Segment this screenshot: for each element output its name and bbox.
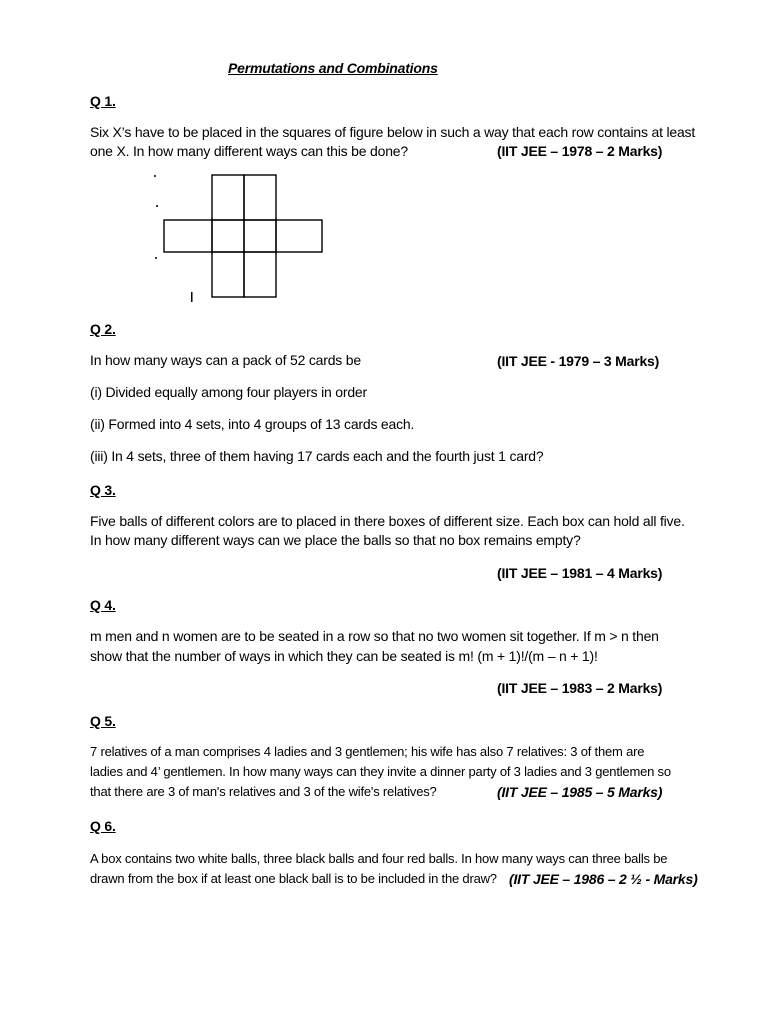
grid-square bbox=[212, 220, 244, 252]
q6-exam-reference: (IIT JEE – 1986 – 2 ½ - Marks) bbox=[509, 871, 698, 887]
q1-label: Q 1. bbox=[90, 93, 116, 109]
q5-text-line-2: ladies and 4’ gentlemen. In how many ways can they invite a dinner party of 3 ladies and 3 gentlemen so bbox=[90, 764, 671, 779]
grid-square bbox=[212, 175, 244, 220]
grid-square bbox=[244, 175, 276, 220]
grid-square bbox=[244, 220, 276, 252]
q1-exam-reference: (IIT JEE – 1978 – 2 Marks) bbox=[497, 143, 663, 159]
q1-text-line-1: Six X’s have to be placed in the squares of figure below in such a way that each row contains at least bbox=[90, 124, 696, 140]
q4-text-line-2: show that the number of ways in which they can be seated is m! (m + 1)!/(m – n + 1)! bbox=[90, 648, 598, 664]
grid-square bbox=[276, 220, 322, 252]
q2-part-i: (i) Divided equally among four players in order bbox=[90, 384, 367, 400]
q4-exam-reference: (IIT JEE – 1983 – 2 Marks) bbox=[497, 680, 663, 696]
q3-exam-reference: (IIT JEE – 1981 – 4 Marks) bbox=[497, 565, 663, 581]
cross-grid-figure bbox=[148, 170, 328, 305]
q2-exam-reference: (IIT JEE - 1979 – 3 Marks) bbox=[497, 353, 660, 369]
q3-text-line-2: In how many different ways can we place the balls so that no box remains empty? bbox=[90, 532, 581, 548]
q2-text-line-1: In how many ways can a pack of 52 cards be bbox=[90, 352, 361, 368]
q4-text-line-1: m men and n women are to be seated in a row so that no two women sit together. If m > n then bbox=[90, 628, 659, 644]
q6-label: Q 6. bbox=[90, 818, 116, 834]
grid-square bbox=[164, 220, 212, 252]
q5-text-line-1: 7 relatives of a man comprises 4 ladies and 3 gentlemen; his wife has also 7 relatives: 3 of them are bbox=[90, 744, 645, 759]
q6-text-line-1: A box contains two white balls, three black balls and four red balls. In how many ways can three balls be bbox=[90, 851, 668, 866]
grid-square bbox=[244, 252, 276, 297]
q5-text-line-3: that there are 3 of man's relatives and 3 of the wife's relatives? bbox=[90, 784, 437, 799]
q3-text-line-1: Five balls of different colors are to placed in there boxes of different size. Each box can hold all five. bbox=[90, 513, 685, 529]
q1-text-line-2: one X. In how many different ways can this be done? bbox=[90, 143, 408, 159]
q2-label: Q 2. bbox=[90, 321, 116, 337]
q5-label: Q 5. bbox=[90, 713, 116, 729]
grid-square bbox=[212, 252, 244, 297]
q4-label: Q 4. bbox=[90, 597, 116, 613]
q2-part-iii: (iii) In 4 sets, three of them having 17 cards each and the fourth just 1 card? bbox=[90, 448, 544, 464]
q6-text-line-2: drawn from the box if at least one black ball is to be included in the draw? bbox=[90, 871, 497, 886]
q5-exam-reference: (IIT JEE – 1985 – 5 Marks) bbox=[497, 784, 663, 800]
q3-label: Q 3. bbox=[90, 482, 116, 498]
q2-part-ii: (ii) Formed into 4 sets, into 4 groups of 13 cards each. bbox=[90, 416, 415, 432]
page-title: Permutations and Combinations bbox=[228, 60, 438, 76]
